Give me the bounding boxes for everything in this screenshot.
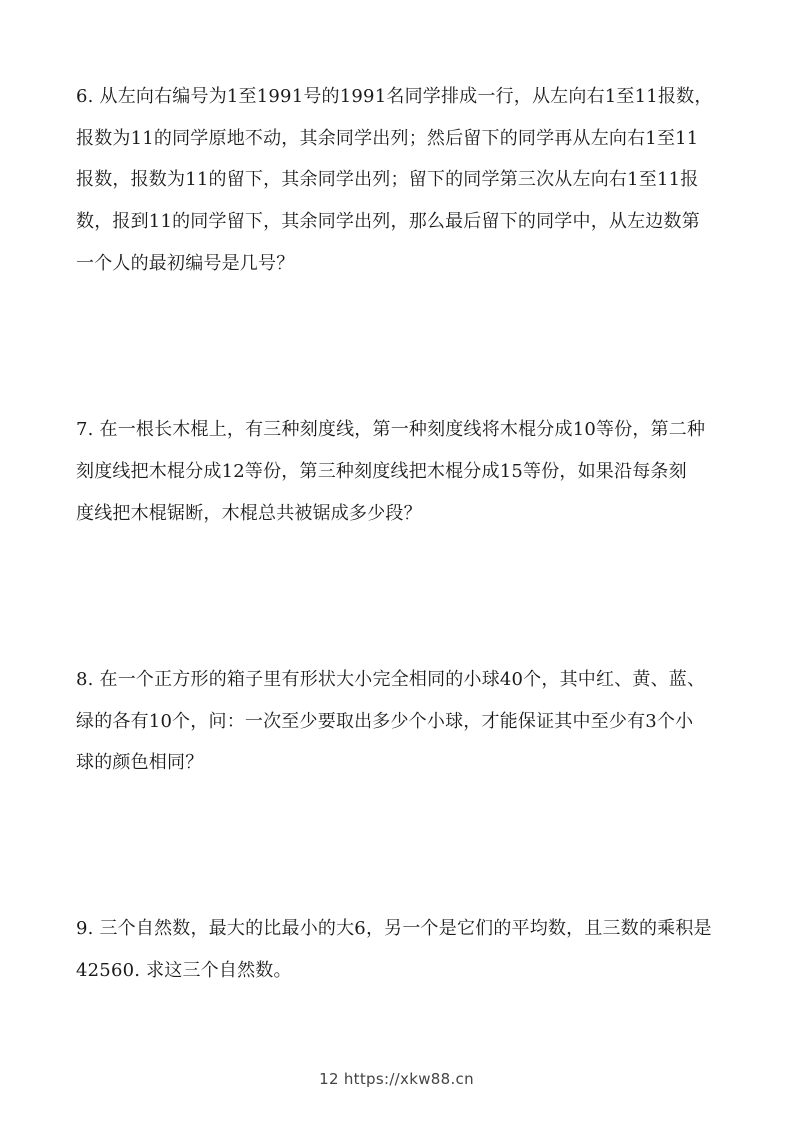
page-footer: 12 https://xkw88.cn: [319, 1070, 474, 1088]
problem-8-line-2: 绿的各有10个，问：一次至少要取出多少个小球，才能保证其中至少有3个小: [76, 711, 694, 732]
problem-9-line-2: 42560. 求这三个自然数。: [76, 960, 292, 981]
problem-8-line-1: 8. 在一个正方形的箱子里有形状大小完全相同的小球40个，其中红、黄、蓝、: [76, 669, 706, 690]
problem-7-line-3: 度线把木棍锯断，木棍总共被锯成多少段？: [76, 503, 422, 524]
problem-6-line-3: 报数，报数为11的留下，其余同学出列；留下的同学第三次从左向右1至11报: [76, 169, 699, 190]
problem-6-line-4: 数，报到11的同学留下，其余同学出列，那么最后留下的同学中，从左边数第: [76, 211, 700, 232]
problem-6-line-2: 报数为11的同学原地不动，其余同学出列；然后留下的同学再从左向右1至11: [76, 128, 699, 149]
problem-6-line-1: 6. 从左向右编号为1至1991号的1991名同学排成一行，从左向右1至11报数，: [76, 86, 713, 107]
problem-9-line-1: 9. 三个自然数，最大的比最小的大6，另一个是它们的平均数，且三数的乘积是: [76, 918, 712, 939]
problem-6-line-5: 一个人的最初编号是几号？: [76, 253, 295, 274]
problem-7-line-1: 7. 在一根长木棍上，有三种刻度线，第一种刻度线将木棍分成10等份，第二种: [76, 419, 706, 440]
problem-7-line-2: 刻度线把木棍分成12等份，第三种刻度线把木棍分成15等份，如果沿每条刻: [76, 461, 687, 482]
problem-8-line-3: 球的颜色相同？: [76, 752, 204, 773]
